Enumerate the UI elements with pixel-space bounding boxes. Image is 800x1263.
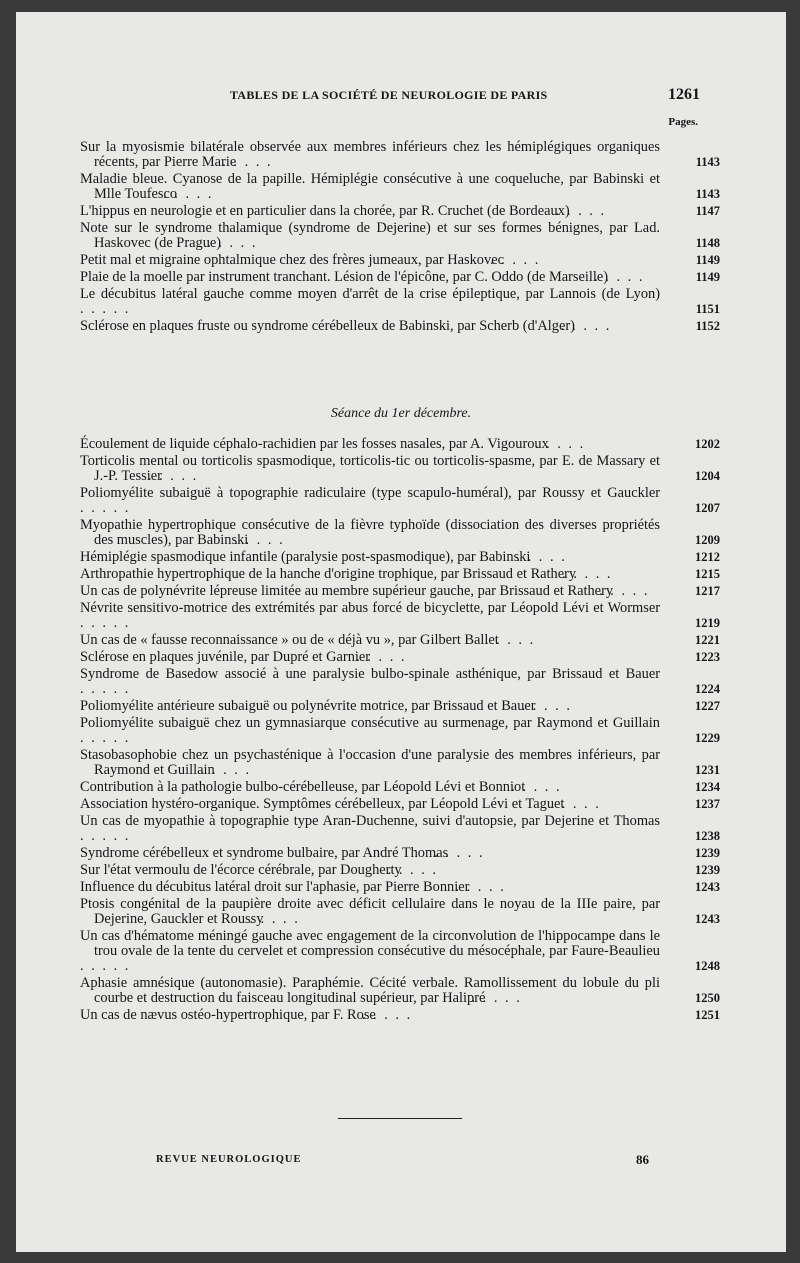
entry-title: Petit mal et migraine ophtalmique chez des frères jumeaux, par Haskovec. . . . .	[80, 252, 541, 268]
entry-title: Poliomyélite subaiguë chez un gymnasiarque consécutive au surmenage, par Raymond et Guillain. . . . .	[80, 715, 660, 746]
entry-title: Sclérose en plaques fruste ou syndrome cérébelleux de Babinski, par Scherb (d'Alger). . . . .	[80, 318, 612, 334]
entry-page-number: 1148	[695, 236, 720, 250]
entry-title: Hémiplégie spasmodique infantile (paralysie post-spasmodique), par Babinski. . . . .	[80, 549, 567, 565]
entry-page-number: 1143	[695, 187, 720, 201]
index-entry	[80, 584, 720, 599]
entry-page-number: 1251	[695, 1008, 720, 1022]
leader-dots: . . . . .	[594, 269, 645, 285]
divider-rule	[338, 1118, 462, 1119]
leader-dots: . . . . .	[361, 1007, 413, 1023]
index-entry	[80, 287, 720, 317]
entry-title: Un cas de polynévrite lépreuse limitée au membre supérieur gauche, par Brissaud et Rathery. . . . .	[80, 583, 650, 599]
index-entry	[80, 437, 720, 452]
entry-page-number: 1239	[695, 846, 720, 860]
entry-title: Un cas de « fausse reconnaissance » ou de « déjà vu », par Gilbert Ballet. . . . .	[80, 632, 536, 648]
entry-title: Poliomyélite subaiguë à topographie radiculaire (type scapulo-huméral), par Roussy et Gauckler. . . . .	[80, 485, 660, 516]
entry-page-number: 1209	[695, 533, 720, 547]
entry-page-number: 1149	[695, 253, 720, 267]
index-entry	[80, 550, 720, 565]
entry-page-number: 1250	[695, 991, 720, 1005]
index-entry	[80, 204, 720, 219]
leader-dots: . . . . .	[80, 500, 131, 516]
entry-page-number: 1231	[695, 763, 720, 777]
leader-dots: . . . . .	[534, 436, 586, 452]
entry-title: Poliomyélite antérieure subaiguë ou polynévrite motrice, par Brissaud et Bauer. . . . .	[80, 698, 572, 714]
entry-title: Névrite sensitivo-motrice des extrémités par abus forcé de bicyclette, par Léopold Lévi et Wormser. . . . .	[80, 600, 660, 631]
entry-title: Sur l'état vermoulu de l'écorce cérébrale, par Dougherty. . . . .	[80, 862, 439, 878]
leader-dots: . . . . .	[163, 186, 214, 202]
index-entry	[80, 253, 720, 268]
leader-dots: . . . . .	[599, 583, 650, 599]
index-entry	[80, 880, 720, 895]
index-entry	[80, 929, 720, 974]
entry-page-number: 1237	[695, 797, 720, 811]
leader-dots: . . . . .	[455, 879, 506, 895]
leader-dots: . . . . .	[560, 318, 612, 334]
entry-title: Le décubitus latéral gauche comme moyen d'arrêt de la crise épileptique, par Lannois (de Lyon). . . . .	[80, 286, 660, 317]
leader-dots: . . . . .	[484, 632, 536, 648]
leader-dots: . . . . .	[516, 549, 567, 565]
entry-title: Note sur le syndrome thalamique (syndrome de Dejerine) et sur ses formes bénignes, par Lad. Haskovec (de Prague). . . . .	[80, 220, 660, 251]
index-entry	[80, 650, 720, 665]
entry-page-number: 1152	[695, 319, 720, 333]
index-entry	[80, 976, 720, 1006]
leader-dots: . . . . .	[80, 828, 131, 844]
running-title: TABLES DE LA SOCIÉTÉ DE NEUROLOGIE DE PARIS	[230, 88, 548, 102]
leader-dots: . . . . .	[562, 566, 613, 582]
leader-dots: . . . . .	[147, 468, 199, 484]
index-entry	[80, 601, 720, 631]
entry-title: Torticolis mental ou torticolis spasmodique, torticolis-tic ou torticolis-spasme, par E. de Massary et J.-P. Tessier. . . . .	[80, 453, 660, 484]
entry-title: Ptosis congénital de la paupière droite avec déficit cellulaire dans le noyau de la IIIe paire, par Dejerine, Gauckler et Roussy. . . . .	[80, 896, 660, 927]
entry-title: Myopathie hypertrophique consécutive de la fièvre typhoïde (dissociation des diverses propriétés des muscles), par Babinski. . . . .	[80, 517, 660, 548]
entry-title: Contribution à la pathologie bulbo-cérébelleuse, par Léopold Lévi et Bonniot. . . . .	[80, 779, 562, 795]
index-entry	[80, 716, 720, 746]
entry-title: Sur la myosismie bilatérale observée aux membres inférieurs chez les hémiplégiques organiques récents, par Pierre Marie. . . . .	[80, 139, 660, 170]
index-entry	[80, 270, 720, 285]
index-section-1	[80, 140, 720, 336]
index-entry	[80, 172, 720, 202]
entry-page-number: 1149	[695, 270, 720, 284]
index-entry	[80, 319, 720, 334]
leader-dots: . . . . .	[249, 911, 300, 927]
leader-dots: . . . . .	[207, 235, 258, 251]
entry-title: Stasobasophobie chez un psychasténique à l'occasion d'une paralysie des membres inférieurs, par Raymond et Guillain. . . . .	[80, 747, 660, 778]
entry-title: Sclérose en plaques juvénile, par Dupré et Garnier. . . . .	[80, 649, 407, 665]
entry-page-number: 1227	[695, 699, 720, 713]
leader-dots: . . . . .	[434, 845, 485, 861]
entry-page-number: 1151	[695, 302, 720, 316]
entry-title: Syndrome cérébelleux et syndrome bulbaire, par André Thomas. . . . .	[80, 845, 485, 861]
entry-page-number: 1207	[695, 501, 720, 515]
entry-page-number: 1224	[695, 682, 720, 696]
entry-page-number: 1202	[695, 437, 720, 451]
entry-title: Un cas de myopathie à topographie type Aran-Duchenne, suivi d'autopsie, par Dejerine et Thomas. . . . .	[80, 813, 660, 844]
document-page	[16, 12, 786, 1252]
index-entry	[80, 486, 720, 516]
journal-footer: REVUE NEUROLOGIQUE	[156, 1154, 302, 1165]
index-entry	[80, 797, 720, 812]
entry-page-number: 1204	[695, 469, 720, 483]
index-entry	[80, 863, 720, 878]
index-entry	[80, 897, 720, 927]
leader-dots: . . . . .	[80, 301, 131, 317]
index-entry	[80, 814, 720, 844]
entry-title: Plaie de la moelle par instrument tranchant. Lésion de l'épicône, par C. Oddo (de Marseille). . . . .	[80, 269, 645, 285]
entry-page-number: 1215	[695, 567, 720, 581]
index-entry	[80, 633, 720, 648]
index-entry	[80, 846, 720, 861]
leader-dots: . . . . .	[489, 252, 541, 268]
entry-page-number: 1147	[695, 204, 720, 218]
leader-dots: . . . . .	[356, 649, 407, 665]
entry-page-number: 1143	[695, 155, 720, 169]
index-entry	[80, 699, 720, 714]
page-number: 1261	[668, 86, 700, 103]
entry-page-number: 1212	[695, 550, 720, 564]
entry-page-number: 1229	[695, 731, 720, 745]
entry-title: Écoulement de liquide céphalo-rachidien par les fosses nasales, par A. Vigouroux. . . . .	[80, 436, 586, 452]
leader-dots: . . . . .	[471, 990, 522, 1006]
index-entry	[80, 780, 720, 795]
index-entry	[80, 667, 720, 697]
leader-dots: . . . . .	[80, 681, 131, 697]
entry-title: L'hippus en neurologie et en particulier dans la chorée, par R. Cruchet (de Bordeaux). . . . .	[80, 203, 607, 219]
entry-title: Association hystéro-organique. Symptômes cérébelleux, par Léopold Lévi et Taguet. . . . .	[80, 796, 601, 812]
index-entry	[80, 221, 720, 251]
leader-dots: . . . . .	[222, 154, 273, 170]
leader-dots: . . . . .	[80, 615, 131, 631]
leader-dots: . . . . .	[521, 698, 572, 714]
index-entry	[80, 454, 720, 484]
entry-title: Un cas de nævus ostéo-hypertrophique, par F. Rose. . . . .	[80, 1007, 413, 1023]
entry-page-number: 1223	[695, 650, 720, 664]
entry-page-number: 1217	[695, 584, 720, 598]
entry-title: Un cas d'hématome méningé gauche avec engagement de la circonvolution de l'hippocampe dans le trou ovale de la tente du cervelet et compression consécutive du mésocéphale, par Faure-Beaulieu. . . . .	[80, 928, 660, 974]
index-entry	[80, 567, 720, 582]
leader-dots: . . . . .	[511, 779, 562, 795]
pages-column-label: Pages.	[668, 116, 698, 128]
leader-dots: . . . . .	[550, 796, 601, 812]
leader-dots: . . . . .	[200, 762, 252, 778]
index-entry	[80, 518, 720, 548]
entry-page-number: 1243	[695, 880, 720, 894]
entry-title: Syndrome de Basedow associé à une paralysie bulbo-spinale asthénique, par Brissaud et Bauer. . . . .	[80, 666, 660, 697]
entry-page-number: 1239	[695, 863, 720, 877]
entry-page-number: 1234	[695, 780, 720, 794]
leader-dots: . . . . .	[555, 203, 607, 219]
index-section-2	[80, 437, 720, 1025]
session-heading: Séance du 1er décembre.	[330, 406, 472, 421]
leader-dots: . . . . .	[234, 532, 285, 548]
entry-page-number: 1243	[695, 912, 720, 926]
entry-page-number: 1221	[695, 633, 720, 647]
entry-page-number: 1238	[695, 829, 720, 843]
index-entry	[80, 140, 720, 170]
entry-title: Arthropathie hypertrophique de la hanche d'origine trophique, par Brissaud et Rathery. . . . .	[80, 566, 613, 582]
entry-title: Influence du décubitus latéral droit sur l'aphasie, par Pierre Bonnier. . . . .	[80, 879, 506, 895]
index-entry	[80, 1008, 720, 1023]
entry-title: Aphasie amnésique (autonomasie). Paraphémie. Cécité verbale. Ramollissement du lobule du pli courbe et destruction du faisceau longitudinal supérieur, par Halipré. . . . .	[80, 975, 660, 1006]
leader-dots: . . . . .	[80, 958, 131, 974]
page-header	[230, 86, 700, 104]
entry-page-number: 1219	[695, 616, 720, 630]
leader-dots: . . . . .	[387, 862, 439, 878]
sheet-number: 86	[636, 1152, 649, 1167]
entry-title: Maladie bleue. Cyanose de la papille. Hémiplégie consécutive à une coqueluche, par Babinski et Mlle Toufesco. . . . .	[80, 171, 660, 202]
entry-page-number: 1248	[695, 959, 720, 973]
index-entry	[80, 748, 720, 778]
leader-dots: . . . . .	[80, 730, 131, 746]
